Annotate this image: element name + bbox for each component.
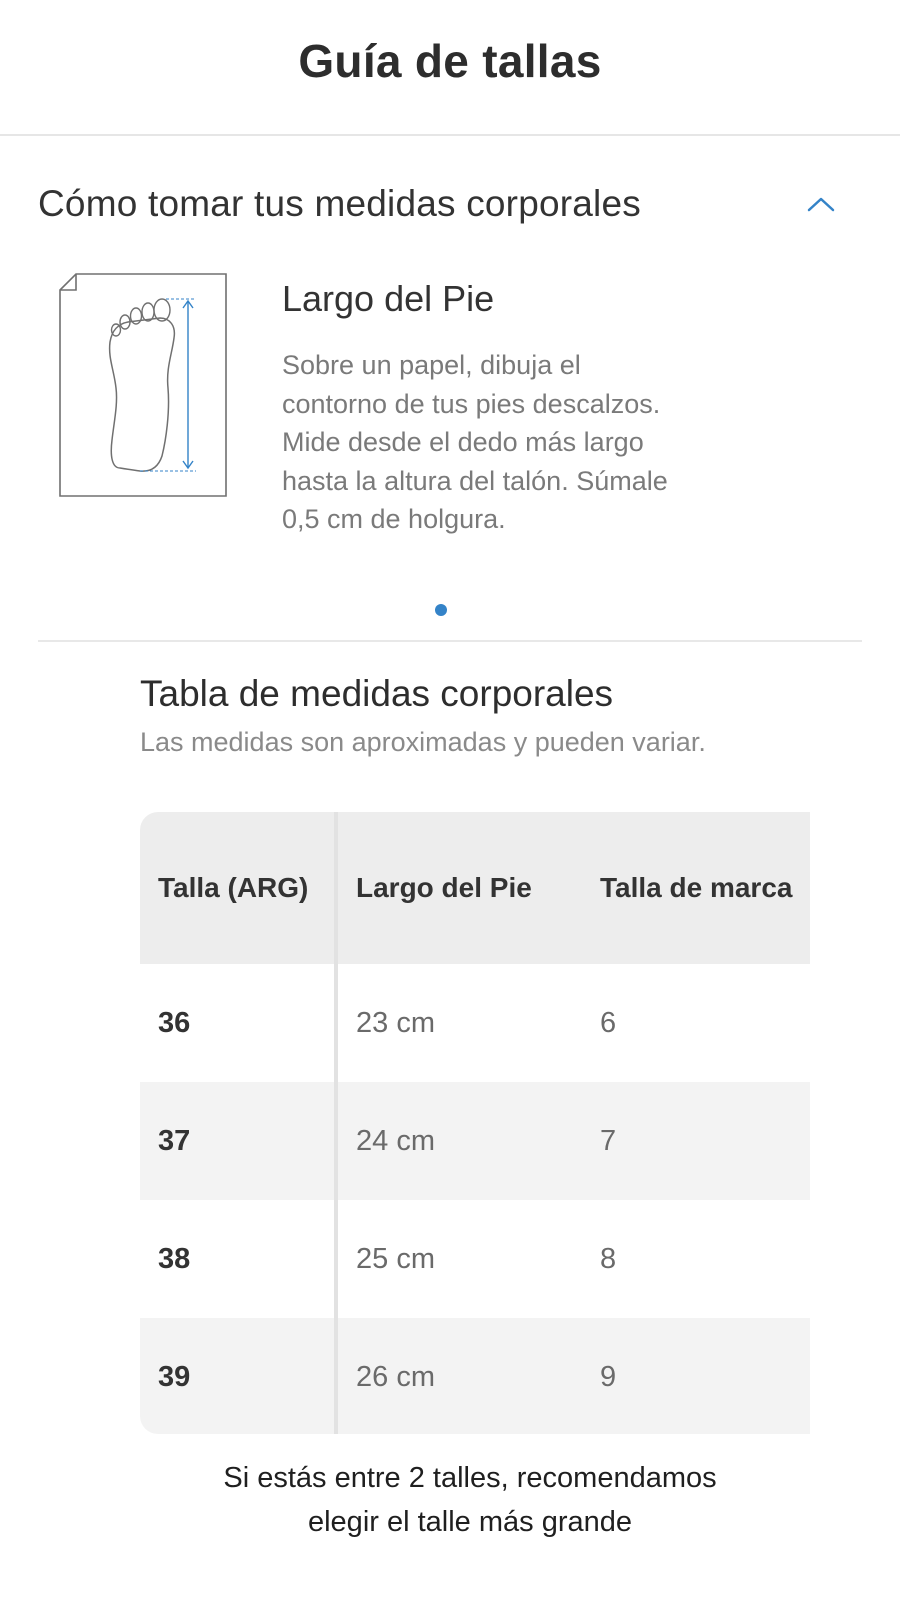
measure-description: Sobre un papel, dibuja el contorno de tus pies descalzos. Mide desde el dedo más largo hasta la altura del talón. Súmale 0,5 cm de holgura. xyxy=(282,350,668,534)
measure-title: Largo del Pie xyxy=(282,278,495,319)
chevron-up-icon[interactable] xyxy=(804,187,838,221)
cell-foot-length: 25 cm xyxy=(356,1242,435,1275)
cell-size: 36 xyxy=(140,964,336,1082)
carousel-dot-active[interactable] xyxy=(435,604,447,616)
cell-size: 38 xyxy=(140,1200,336,1318)
cell-extra xyxy=(808,1200,810,1318)
size-table-scroll[interactable] xyxy=(140,812,810,1434)
column-header-brand-size: Talla de marca xyxy=(600,872,793,903)
cell-extra xyxy=(808,964,810,1082)
how-to-measure-accordion xyxy=(0,136,900,604)
size-table xyxy=(140,812,810,1434)
accordion-title: Cómo tomar tus medidas corporales xyxy=(38,183,641,224)
column-header-extra xyxy=(808,812,810,964)
footer-note xyxy=(0,1456,900,1544)
table-row xyxy=(140,1082,810,1200)
section-divider xyxy=(38,640,862,642)
cell-brand-size: 6 xyxy=(600,1006,617,1039)
column-header-size: Talla (ARG) xyxy=(140,812,336,964)
table-header-row xyxy=(140,812,810,964)
cell-extra xyxy=(808,1318,810,1434)
cell-size: 39 xyxy=(140,1318,336,1434)
size-table-header xyxy=(140,672,820,758)
cell-extra xyxy=(808,1082,810,1200)
cell-foot-length: 24 cm xyxy=(356,1124,435,1157)
footer-note-line-1: Si estás entre 2 talles, recomendamos xyxy=(223,1462,717,1494)
cell-size: 37 xyxy=(140,1082,336,1200)
cell-foot-length: 23 cm xyxy=(356,1006,435,1039)
measure-card xyxy=(38,272,862,604)
page-title: Guía de tallas xyxy=(298,35,602,87)
table-title: Tabla de medidas corporales xyxy=(140,673,614,714)
accordion-header[interactable] xyxy=(38,136,862,272)
measure-text xyxy=(282,272,682,539)
cell-brand-size: 9 xyxy=(600,1360,617,1393)
table-row xyxy=(140,964,810,1082)
foot-measure-icon xyxy=(58,272,230,500)
column-header-foot-length: Largo del Pie xyxy=(356,872,532,903)
cell-brand-size: 8 xyxy=(600,1242,617,1275)
footer-note-line-2: elegir el talle más grande xyxy=(307,1506,632,1538)
table-row xyxy=(140,1318,810,1434)
table-row xyxy=(140,1200,810,1318)
cell-brand-size: 7 xyxy=(600,1124,617,1157)
table-subtitle: Las medidas son aproximadas y pueden variar. xyxy=(140,727,706,757)
cell-foot-length: 26 cm xyxy=(356,1360,435,1393)
page-header xyxy=(0,0,900,136)
